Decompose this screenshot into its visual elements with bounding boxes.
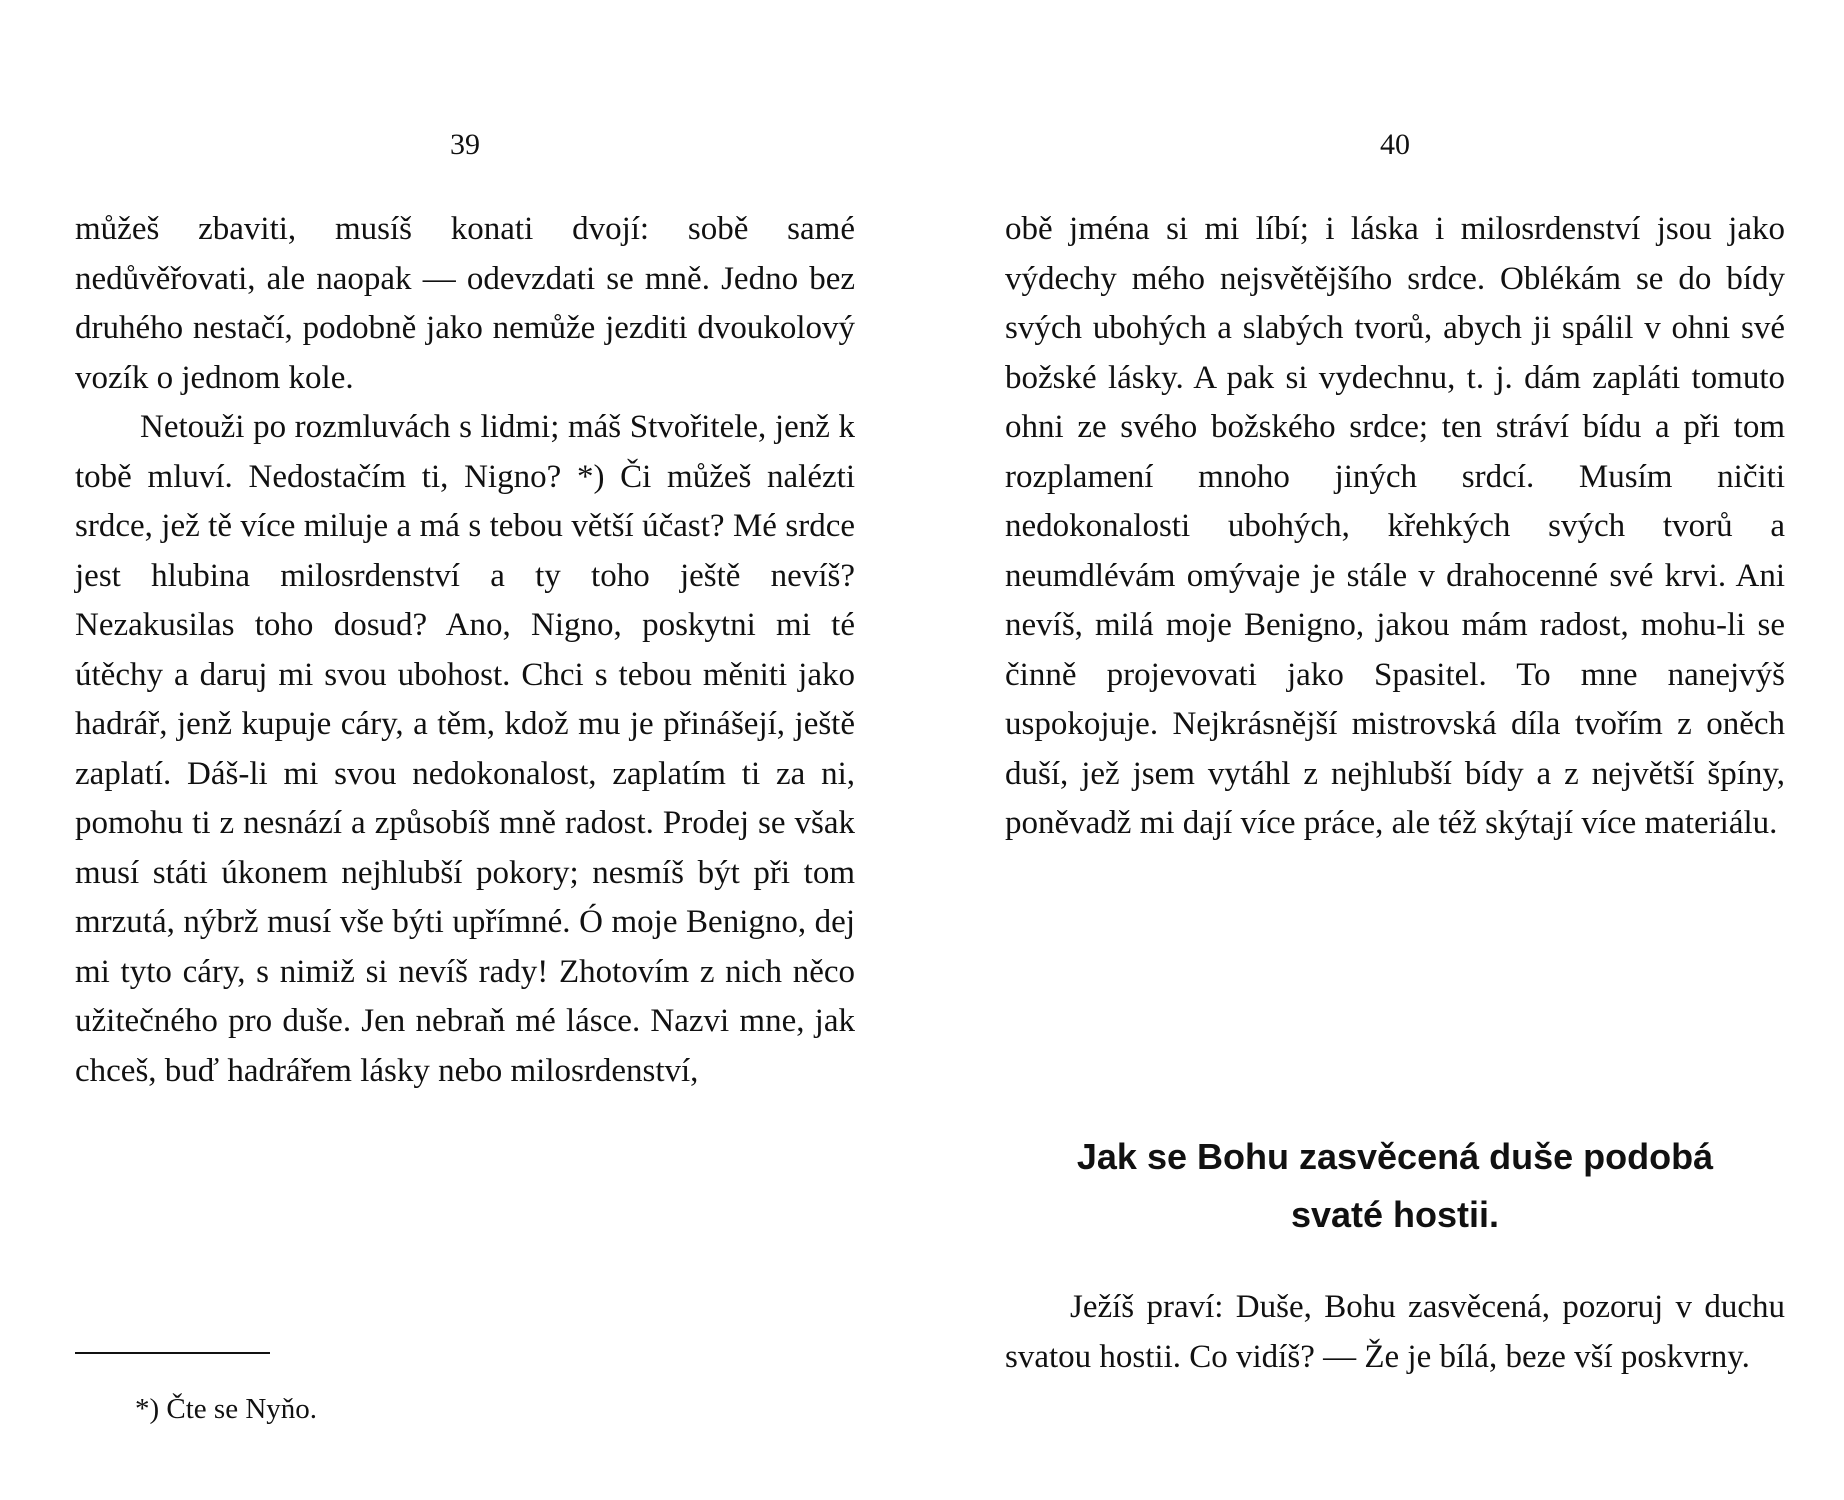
left-page bbox=[75, 0, 855, 1500]
right-page bbox=[1005, 0, 1785, 1500]
paragraph: Netouži po rozmluvách s lidmi; máš Stvořitele, jenž k tobě mluví. Nedostačím ti, Nigno? *) Či můžeš nalézti srdce, jež tě více miluje a má s tebou větší účast? Mé srdce jest hlubina milosrdenství a ty toho ještě nevíš? Nezakusilas toho dosud? Ano, Nigno, poskytni mi té útěchy a daruj mi svou ubohost. Chci s tebou měniti jako hadrář, jenž kupuje cáry, a těm, kdož mu je přinášejí, ještě zaplatí. Dáš-li mi svou nedokonalost, zaplatím ti za ni, pomohu ti z nesnází a způsobíš mně radost. Prodej se však musí státi úkonem nejhlubší pokory; nesmíš být při tom mrzutá, nýbrž musí vše býti upřímné. Ó moje Benigno, dej mi tyto cáry, s nimiž si nevíš rady! Zhotovím z nich něco užitečného pro duše. Jen nebraň mé lásce. Nazvi mne, jak chceš, buď hadrářem lásky nebo milosrdenství, bbox=[75, 409, 855, 1089]
section-body bbox=[1005, 1283, 1785, 1382]
footnote: *) Čte se Nyňo. bbox=[135, 1393, 318, 1425]
page-number-right: 40 bbox=[1380, 128, 1410, 161]
paragraph: Ježíš praví: Duše, Bohu zasvěcená, pozoruj v duchu svatou hostii. Co vidíš? — Že je bílá, beze vší poskvrny. bbox=[1005, 1289, 1785, 1375]
page-number-left: 39 bbox=[450, 128, 480, 161]
paragraph-continuation: můžeš zbaviti, musíš konati dvojí: sobě samé nedůvěřovati, ale naopak — odevzdati se mně. Jedno bez druhého nestačí, podobně jako nemůže jezditi dvoukolový vozík o jednom kole. bbox=[75, 211, 855, 396]
section-heading-line-1: Jak se Bohu zasvěcená duše podobá bbox=[1076, 1136, 1714, 1177]
paragraph-continuation: obě jména si mi líbí; i láska i milosrdenství jsou jako výdechy mého nejsvětějšího srdce. Oblékám se do bídy svých ubohých a slabých tvorů, abych ji spálil v ohni své božské lásky. A pak si vydechnu, t. j. dám zapláti tomuto ohni ze svého božského srdce; ten stráví bídu a při tom rozplamení mnoho jiných srdcí. Musím ničiti nedokonalosti ubohých, křehkých svých tvorů a neumdlévám omývaje je stále v drahocenné své krvi. Ani nevíš, milá moje Benigno, jakou mám radost, mohu-li se činně projevovati jako Spasitel. To mne nanejvýš uspokojuje. Nejkrásnější mistrovská díla tvořím z oněch duší, jež jsem vytáhl z nejhlubší bídy a z největší špíny, poněvadž mi dají více práce, ale též skýtají více materiálu. bbox=[1005, 211, 1785, 841]
right-page-body bbox=[1005, 205, 1785, 849]
section-heading bbox=[1005, 1128, 1785, 1244]
footnote-divider bbox=[75, 1352, 270, 1354]
section-heading-line-2: svaté hostii. bbox=[1290, 1194, 1500, 1235]
left-page-body bbox=[75, 205, 855, 1096]
